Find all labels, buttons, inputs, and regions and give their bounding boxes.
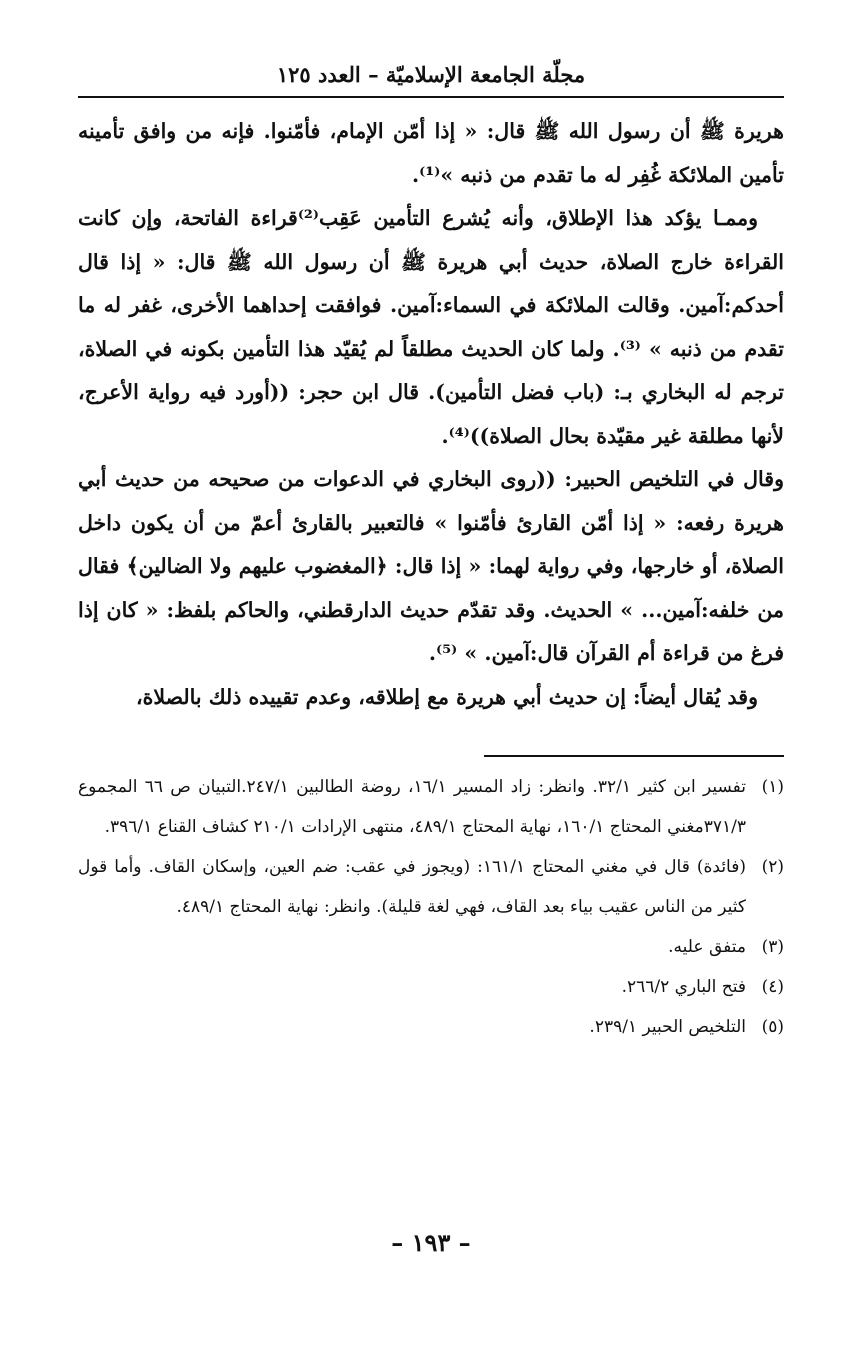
footnote-text: متفق عليه. <box>668 936 746 957</box>
running-header: مجلّة الجامعة الإسلاميّة – العدد ١٢٥ <box>276 62 586 87</box>
footnote-text: (فائدة) قال في مغني المحتاج ١٦١/١: (ويجوز في عقب: ضم العين، وإسكان القاف. وأما قول كثير من الناس عقيب بياء بعد القاف، فهي لغة قليلة). وانظر: نهاية المحتاج ٤٨٩/١. <box>78 856 746 917</box>
page-number: – ١٩٣ – <box>391 1228 471 1257</box>
paragraph: وقال في التلخيص الحبير: ((روى البخاري في الدعوات من صحيحه من حديث أبي هريرة رفعه: « إذا أمّن القارئ فأمّنوا » فالتعبير بالقارئ أعمّ من أن يكون داخل الصلاة، أو خارجها، وفي رواية لهما: « إذا قال: ﴿المغضوب عليهم ولا الضالين﴾ فقال من خلفه:آمين... » الحديث. وقد تقدّم حديث الدارقطني، والحاكم بلفظ: « كان إذا فرغ من قراءة أم القرآن قال:آمين. » ⁽⁵⁾. <box>78 467 784 665</box>
paragraph: وممـا يؤكد هذا الإطلاق، وأنه يُشرع التأمين عَقِب⁽²⁾قراءة الفاتحة، وإن كانت القراءة خارج الصلاة، حديث أبي هريرة ﷺ أن رسول الله ﷺ قال: « إذا قال أحدكم:آمين. وقالت الملائكة في السماء:آمين. فوافقت إحداهما الأخرى، غفر له ما تقدم من ذنبه » ⁽³⁾. ولما كان الحديث مطلقاً لم يُقيّد هذا التأمين بكونه في الصلاة، ترجم له البخاري بـ: (باب فضل التأمين). قال ابن حجر: ((أورد فيه رواية الأعرج، لأنها مطلقة غير مقيّدة بحال الصلاة))⁽⁴⁾. <box>78 206 785 448</box>
footnote-number: (٢) <box>761 856 784 877</box>
footnote <box>78 767 784 847</box>
paragraph: هريرة ﷺ أن رسول الله ﷺ قال: « إذا أمّن الإمام، فأمّنوا. فإنه من وافق تأمينه تأمين الملائكة غُفِر له ما تقدم من ذنبه »⁽¹⁾. <box>78 119 784 187</box>
footnote-number: (٤) <box>761 976 784 997</box>
footnotes <box>78 767 784 1047</box>
footnote-text: فتح الباري ٢٦٦/٢. <box>621 976 746 997</box>
page <box>78 60 784 1340</box>
footnote <box>78 847 784 927</box>
footnote-number: (٥) <box>761 1016 784 1037</box>
header-rule <box>78 96 784 98</box>
footnote <box>78 1007 784 1047</box>
footnote-rule <box>484 755 784 757</box>
footnote-text: تفسير ابن كثير ٣٢/١. وانظر: زاد المسير ١٦/١، روضة الطالبين ٢٤٧/١.التبيان ص ٦٦ المجموع ٣٧١/٣مغني المحتاج ١٦٠/١، نهاية المحتاج ٤٨٩/١، منتهى الإرادات ٢١٠/١ كشاف القناع ٣٩٦/١. <box>78 776 746 837</box>
footnote <box>78 967 784 1007</box>
footnote <box>78 927 784 967</box>
footnote-number: (٣) <box>761 936 784 957</box>
body-text <box>78 110 784 719</box>
footnote-text: التلخيص الحبير ٢٣٩/١. <box>589 1016 746 1037</box>
paragraph: وقد يُقال أيضاً: إن حديث أبي هريرة مع إطلاقه، وعدم تقييده ذلك بالصلاة، <box>136 684 758 709</box>
footnote-number: (١) <box>761 776 784 797</box>
